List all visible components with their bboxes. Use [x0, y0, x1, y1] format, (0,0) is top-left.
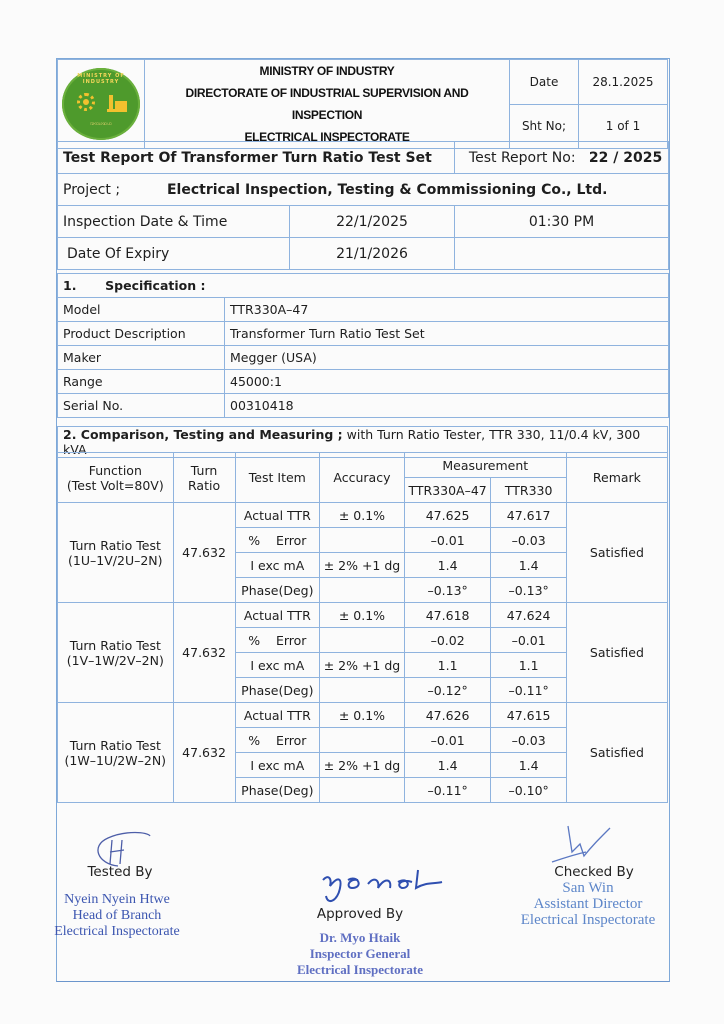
checked-by-title: Assistant Director: [533, 896, 643, 912]
accuracy: [320, 528, 405, 553]
project-value: Electrical Inspection, Testing & Commissioning Co., Ltd.: [166, 181, 608, 198]
checked-by-label: Checked By: [554, 864, 634, 880]
date-value: 28.1.2025: [579, 60, 668, 105]
organization-name: [145, 60, 510, 149]
turn-ratio-cell: 47.632: [173, 703, 235, 803]
measurement-ttr330a-47: 47.618: [404, 603, 491, 628]
measurement-ttr330: 1.4: [491, 553, 566, 578]
project-label: Project ;: [63, 181, 121, 198]
function-name: Turn Ratio Test: [69, 637, 161, 653]
accuracy: [320, 578, 405, 603]
spec-row: [58, 394, 669, 418]
accuracy: ± 0.1%: [320, 603, 405, 628]
approved-by-name: Dr. Myo Htaik: [319, 930, 401, 945]
test-item: Actual TTR: [235, 703, 320, 728]
accuracy: [320, 778, 405, 803]
col-turn-ratio: [173, 453, 235, 503]
measurement-ttr330: –0.10°: [491, 778, 566, 803]
report-no-value: 22 / 2025: [588, 149, 663, 166]
sheet-label: Sht No;: [510, 104, 579, 149]
function-name: Turn Ratio Test: [69, 737, 161, 753]
measurement-ttr330: –0.03: [491, 528, 566, 553]
spec-row: [58, 322, 669, 346]
measurement-ttr330: 47.617: [491, 503, 566, 528]
accuracy: ± 2% +1 dg: [320, 753, 405, 778]
col-accuracy: Accuracy: [320, 453, 405, 503]
measurement-table: [57, 452, 668, 803]
test-item: I exc mA: [235, 753, 320, 778]
measurement-ttr330a-47: 47.625: [404, 503, 491, 528]
col-function: [58, 453, 174, 503]
tested-by-title: Head of Branch: [72, 908, 162, 923]
measurement-ttr330: –0.13°: [491, 578, 566, 603]
test-item: I exc mA: [235, 653, 320, 678]
factory-icon: [107, 95, 127, 112]
remark-cell: Satisfied: [566, 503, 667, 603]
spec-row: [58, 298, 669, 322]
measurement-ttr330: –0.11°: [491, 678, 566, 703]
turn-ratio-cell: 47.632: [173, 603, 235, 703]
expiry-label: Date Of Expiry: [58, 238, 290, 270]
section2-heading-bold: 2. Comparison, Testing and Measuring ;: [63, 427, 343, 442]
checked-by-block: [508, 864, 668, 928]
inspectorate-name: ELECTRICAL INSPECTORATE: [244, 130, 410, 144]
measurement-ttr330a-47: –0.12°: [404, 678, 491, 703]
turn-ratio-cell: 47.632: [173, 503, 235, 603]
tested-by-dept: Electrical Inspectorate: [54, 924, 180, 939]
function-terminals: (1U–1V/2U–2N): [68, 552, 163, 568]
measurement-ttr330a-47: –0.11°: [404, 778, 491, 803]
tested-by-block: [52, 864, 182, 940]
spec-row: [58, 370, 669, 394]
function-name: Turn Ratio Test: [69, 537, 161, 553]
function-terminals: (1W–1U/2W–2N): [64, 752, 167, 768]
approved-signature-icon: [318, 866, 448, 910]
tested-by-label: Tested By: [87, 864, 153, 880]
tested-by-name: Nyein Nyein Htwe: [64, 892, 170, 907]
function-cell: [58, 603, 174, 703]
measurement-ttr330: 47.624: [491, 603, 566, 628]
measurement-ttr330: –0.01: [491, 628, 566, 653]
accuracy: ± 0.1%: [320, 703, 405, 728]
function-cell: [58, 503, 174, 603]
logo-script: ꩠꩡꩢꩣꩤ: [89, 121, 113, 127]
date-label: Date: [510, 60, 579, 105]
remark-cell: Satisfied: [566, 703, 667, 803]
measurement-ttr330a-47: –0.13°: [404, 578, 491, 603]
ministry-logo-icon: [62, 68, 140, 140]
col-ratio-label: Ratio: [188, 477, 221, 493]
spec-row: [58, 346, 669, 370]
logo-ring-text: MINISTRY OF INDUSTRY: [77, 73, 125, 85]
report-title: Test Report Of Transformer Turn Ratio Test Set: [58, 142, 455, 174]
test-item: Phase(Deg): [235, 778, 320, 803]
test-item: Phase(Deg): [235, 578, 320, 603]
report-info: [57, 141, 669, 270]
test-item: Phase(Deg): [235, 678, 320, 703]
approved-by-block: [290, 906, 430, 978]
gear-icon: [77, 93, 95, 111]
spec-label: Range: [58, 370, 225, 394]
spec-value: 00310418: [225, 394, 669, 418]
measurement-ttr330: 1.1: [491, 653, 566, 678]
function-cell: [58, 703, 174, 803]
accuracy: [320, 678, 405, 703]
specification-heading: [58, 274, 669, 298]
col-ttr330a-47: TTR330A–47: [404, 478, 491, 503]
test-item: Actual TTR: [235, 603, 320, 628]
checked-signature-icon: [540, 822, 620, 866]
col-test-item: Test Item: [235, 453, 320, 503]
accuracy: ± 2% +1 dg: [320, 653, 405, 678]
inspection-date: 22/1/2025: [290, 206, 455, 238]
directorate-name: DIRECTORATE OF INDUSTRIAL SUPERVISION AND INSPECTION: [185, 86, 469, 122]
expiry-empty: [455, 238, 669, 270]
spec-heading-number: 1.: [63, 278, 77, 293]
approved-by-title: Inspector General: [309, 946, 411, 961]
col-turn-label: Turn: [190, 462, 218, 478]
measurement-ttr330a-47: –0.01: [404, 528, 491, 553]
measurement-ttr330a-47: 47.626: [404, 703, 491, 728]
approved-by-dept: Electrical Inspectorate: [297, 962, 423, 977]
spec-value: TTR330A–47: [225, 298, 669, 322]
test-item: % Error: [235, 528, 320, 553]
test-item: % Error: [235, 728, 320, 753]
measurement-ttr330a-47: –0.01: [404, 728, 491, 753]
section2-heading-rest: with Turn Ratio Tester, TTR 330, 11/0.4 kV, 300 kVA: [63, 427, 641, 457]
spec-value: Megger (USA): [225, 346, 669, 370]
report-number: [455, 142, 669, 174]
col-function-sub: (Test Volt=80V): [66, 477, 164, 493]
accuracy: ± 0.1%: [320, 503, 405, 528]
expiry-date: 21/1/2026: [290, 238, 455, 270]
spec-value: Transformer Turn Ratio Test Set: [225, 322, 669, 346]
measurement-ttr330: 1.4: [491, 753, 566, 778]
spec-label: Product Description: [58, 322, 225, 346]
test-item: Actual TTR: [235, 503, 320, 528]
spec-label: Model: [58, 298, 225, 322]
ministry-name: MINISTRY OF INDUSTRY: [259, 64, 395, 78]
measurement-ttr330a-47: –0.02: [404, 628, 491, 653]
spec-label: Serial No.: [58, 394, 225, 418]
measurement-ttr330a-47: 1.4: [404, 753, 491, 778]
spec-value: 45000:1: [225, 370, 669, 394]
report-no-label: Test Report No:: [468, 149, 576, 166]
measurement-ttr330a-47: 1.1: [404, 653, 491, 678]
logo-cell: [58, 60, 145, 149]
accuracy: [320, 628, 405, 653]
table-row: [58, 703, 668, 728]
specification-table: [57, 273, 669, 418]
checked-by-dept: Electrical Inspectorate: [520, 912, 656, 928]
spec-label: Maker: [58, 346, 225, 370]
col-measurement: Measurement: [404, 453, 566, 478]
accuracy: [320, 728, 405, 753]
spec-heading-text: Specification :: [105, 278, 206, 293]
measurement-ttr330: 47.615: [491, 703, 566, 728]
col-function-label: Function: [88, 462, 142, 478]
sheet-value: 1 of 1: [579, 104, 668, 149]
col-remark: Remark: [566, 453, 667, 503]
checked-by-name: San Win: [562, 880, 614, 896]
inspection-label: Inspection Date & Time: [58, 206, 290, 238]
test-item: I exc mA: [235, 553, 320, 578]
test-item: % Error: [235, 628, 320, 653]
measurement-ttr330a-47: 1.4: [404, 553, 491, 578]
measurement-ttr330: –0.03: [491, 728, 566, 753]
remark-cell: Satisfied: [566, 603, 667, 703]
col-ttr330: TTR330: [491, 478, 566, 503]
table-row: [58, 603, 668, 628]
function-terminals: (1V–1W/2V–2N): [66, 652, 164, 668]
project-row: [58, 174, 669, 206]
accuracy: ± 2% +1 dg: [320, 553, 405, 578]
letterhead: [57, 59, 668, 149]
approved-by-label: Approved By: [316, 906, 404, 922]
inspection-time: 01:30 PM: [455, 206, 669, 238]
table-row: [58, 503, 668, 528]
